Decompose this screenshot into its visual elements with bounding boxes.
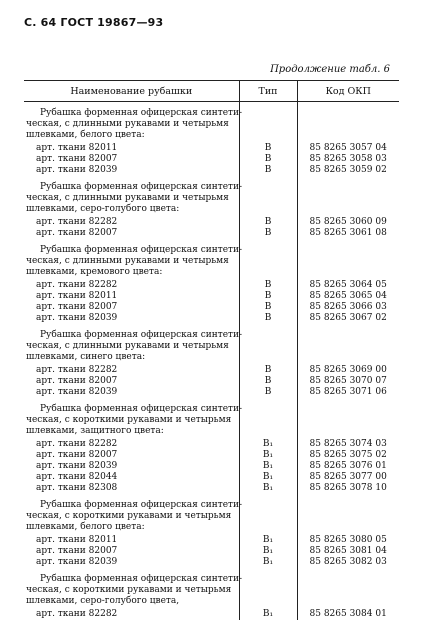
group-description-line: Рубашка форменная офицерская синтети- bbox=[40, 404, 243, 414]
fabric-article: арт. ткани 82044 bbox=[36, 472, 118, 482]
fabric-article: арт. ткани 82007 bbox=[36, 450, 118, 460]
shirt-type: В₁ bbox=[239, 609, 297, 620]
okp-code: 85 8265 3078 10 bbox=[309, 483, 387, 493]
group-description-line: шлевками, синего цвета: bbox=[26, 352, 146, 362]
empty-cell bbox=[297, 239, 399, 280]
fabric-article: арт. ткани 82282 bbox=[36, 439, 118, 449]
shirt-type: В₁ bbox=[239, 472, 297, 483]
empty-cell bbox=[297, 568, 399, 609]
group-description bbox=[24, 324, 243, 365]
shirt-type: В bbox=[239, 280, 297, 291]
table-row bbox=[24, 472, 399, 483]
empty-cell bbox=[239, 324, 297, 365]
table-row bbox=[24, 439, 399, 450]
okp-code: 85 8265 3064 05 bbox=[309, 280, 387, 290]
empty-cell bbox=[239, 568, 297, 609]
table-row bbox=[24, 609, 399, 620]
empty-cell bbox=[297, 494, 399, 535]
table-row bbox=[24, 302, 399, 313]
empty-cell bbox=[239, 176, 297, 217]
shirt-type: В bbox=[239, 217, 297, 228]
shirt-type: В bbox=[239, 291, 297, 302]
fabric-article: арт. ткани 82011 bbox=[36, 143, 118, 153]
group-description-line: шлевками, защитного цвета: bbox=[26, 426, 164, 436]
table-header-row bbox=[24, 81, 399, 102]
okp-code: 85 8265 3066 03 bbox=[309, 302, 387, 312]
table-row bbox=[24, 154, 399, 165]
group-description bbox=[24, 568, 243, 609]
table-row bbox=[24, 228, 399, 239]
group-description-row bbox=[24, 239, 399, 280]
group-description-line: шлевками, кремового цвета: bbox=[26, 267, 163, 277]
fabric-article: арт. ткани 82011 bbox=[36, 535, 118, 545]
shirt-type: В bbox=[239, 154, 297, 165]
table-row bbox=[24, 376, 399, 387]
fabric-article: арт. ткани 82282 bbox=[36, 609, 118, 619]
table-row bbox=[24, 280, 399, 291]
shirt-type: В₁ bbox=[239, 535, 297, 546]
table-row bbox=[24, 143, 399, 154]
table-row bbox=[24, 165, 399, 176]
group-description-line: ческая, с короткими рукавами и четырьмя bbox=[26, 585, 232, 595]
okp-code: 85 8265 3059 02 bbox=[309, 165, 387, 175]
shirt-type: В₁ bbox=[239, 483, 297, 494]
column-header-name: Наименование рубашки bbox=[24, 81, 239, 102]
empty-cell bbox=[239, 494, 297, 535]
table-row bbox=[24, 535, 399, 546]
group-description-line: Рубашка форменная офицерская синтети- bbox=[40, 182, 243, 192]
group-description-line: ческая, с короткими рукавами и четырьмя bbox=[26, 415, 232, 425]
okp-code: 85 8265 3077 00 bbox=[309, 472, 387, 482]
table-row bbox=[24, 217, 399, 228]
fabric-article: арт. ткани 82282 bbox=[36, 217, 118, 227]
shirt-type: В bbox=[239, 376, 297, 387]
group-description bbox=[24, 239, 243, 280]
group-description-line: шлевками, серо-голубого цвета, bbox=[26, 596, 180, 606]
okp-code: 85 8265 3084 01 bbox=[309, 609, 387, 619]
fabric-article: арт. ткани 82007 bbox=[36, 376, 118, 386]
table-row bbox=[24, 557, 399, 568]
fabric-article: арт. ткани 82282 bbox=[36, 280, 118, 290]
shirt-type: В₁ bbox=[239, 546, 297, 557]
table-row bbox=[24, 483, 399, 494]
group-description-row bbox=[24, 494, 399, 535]
group-description-line: ческая, с короткими рукавами и четырьмя bbox=[26, 511, 232, 521]
shirt-type: В bbox=[239, 387, 297, 398]
group-description bbox=[24, 102, 243, 144]
group-description-line: Рубашка форменная офицерская синтети- bbox=[40, 108, 243, 118]
group-description bbox=[24, 398, 243, 439]
shirt-type: В₁ bbox=[239, 439, 297, 450]
okp-code: 85 8265 3065 04 bbox=[309, 291, 387, 301]
okp-code: 85 8265 3076 01 bbox=[309, 461, 387, 471]
fabric-article: арт. ткани 82039 bbox=[36, 387, 118, 397]
shirt-type: В bbox=[239, 143, 297, 154]
table-row bbox=[24, 387, 399, 398]
group-description-line: шлевками, белого цвета: bbox=[26, 130, 145, 140]
fabric-article: арт. ткани 82282 bbox=[36, 365, 118, 375]
fabric-article: арт. ткани 82011 bbox=[36, 291, 118, 301]
group-description-row bbox=[24, 324, 399, 365]
fabric-article: арт. ткани 82007 bbox=[36, 302, 118, 312]
fabric-article: арт. ткани 82007 bbox=[36, 228, 118, 238]
table-continuation-label: Продолжение табл. 6 bbox=[270, 64, 390, 75]
fabric-article: арт. ткани 82039 bbox=[36, 165, 118, 175]
column-header-type: Тип bbox=[239, 81, 297, 102]
group-description bbox=[24, 494, 243, 535]
okp-code: 85 8265 3071 06 bbox=[309, 387, 387, 397]
page-header: С. 64 ГОСТ 19867—93 bbox=[24, 16, 164, 29]
shirt-type: В bbox=[239, 365, 297, 376]
okp-code: 85 8265 3075 02 bbox=[309, 450, 387, 460]
group-description-line: Рубашка форменная офицерская синтети- bbox=[40, 330, 243, 340]
fabric-article: арт. ткани 82308 bbox=[36, 483, 118, 493]
group-description-row bbox=[24, 176, 399, 217]
fabric-article: арт. ткани 82039 bbox=[36, 461, 118, 471]
empty-cell bbox=[297, 176, 399, 217]
group-description-row bbox=[24, 102, 399, 144]
group-description-line: Рубашка форменная офицерская синтети- bbox=[40, 500, 243, 510]
shirt-type: В bbox=[239, 165, 297, 176]
table-row bbox=[24, 365, 399, 376]
okp-code: 85 8265 3082 03 bbox=[309, 557, 387, 567]
table-row bbox=[24, 461, 399, 472]
group-description-line: Рубашка форменная офицерская синтети- bbox=[40, 245, 243, 255]
table-row bbox=[24, 291, 399, 302]
group-description bbox=[24, 176, 243, 217]
fabric-article: арт. ткани 82007 bbox=[36, 154, 118, 164]
empty-cell bbox=[297, 324, 399, 365]
okp-code: 85 8265 3074 03 bbox=[309, 439, 387, 449]
okp-code: 85 8265 3080 05 bbox=[309, 535, 387, 545]
group-description-line: ческая, с длинными рукавами и четырьмя bbox=[26, 256, 229, 266]
okp-code: 85 8265 3070 07 bbox=[309, 376, 387, 386]
okp-code: 85 8265 3067 02 bbox=[309, 313, 387, 323]
okp-code: 85 8265 3081 04 bbox=[309, 546, 387, 556]
shirt-type: В₁ bbox=[239, 450, 297, 461]
empty-cell bbox=[297, 102, 399, 144]
group-description-line: шлевками, белого цвета: bbox=[26, 522, 145, 532]
group-description-row bbox=[24, 398, 399, 439]
fabric-article: арт. ткани 82039 bbox=[36, 557, 118, 567]
empty-cell bbox=[239, 102, 297, 144]
group-description-line: ческая, с длинными рукавами и четырьмя bbox=[26, 193, 229, 203]
group-description-line: Рубашка форменная офицерская синтети- bbox=[40, 574, 243, 584]
shirt-type: В₁ bbox=[239, 461, 297, 472]
okp-code: 85 8265 3061 08 bbox=[309, 228, 387, 238]
table-row bbox=[24, 313, 399, 324]
table-body bbox=[24, 102, 399, 621]
okp-code: 85 8265 3057 04 bbox=[309, 143, 387, 153]
okp-code: 85 8265 3069 00 bbox=[309, 365, 387, 375]
table-row bbox=[24, 450, 399, 461]
fabric-article: арт. ткани 82039 bbox=[36, 313, 118, 323]
okp-code: 85 8265 3058 03 bbox=[309, 154, 387, 164]
empty-cell bbox=[239, 239, 297, 280]
column-header-code: Код ОКП bbox=[297, 81, 399, 102]
group-description-line: ческая, с длинными рукавами и четырьмя bbox=[26, 341, 229, 351]
shirt-type: В bbox=[239, 313, 297, 324]
group-description-line: ческая, с длинными рукавами и четырьмя bbox=[26, 119, 229, 129]
empty-cell bbox=[297, 398, 399, 439]
group-description-row bbox=[24, 568, 399, 609]
shirt-type: В₁ bbox=[239, 557, 297, 568]
shirt-type: В bbox=[239, 302, 297, 313]
okp-code: 85 8265 3060 09 bbox=[309, 217, 387, 227]
fabric-article: арт. ткани 82007 bbox=[36, 546, 118, 556]
group-description-line: шлевками, серо-голубого цвета: bbox=[26, 204, 180, 214]
shirt-type: В bbox=[239, 228, 297, 239]
product-code-table bbox=[24, 80, 399, 620]
empty-cell bbox=[239, 398, 297, 439]
table-row bbox=[24, 546, 399, 557]
